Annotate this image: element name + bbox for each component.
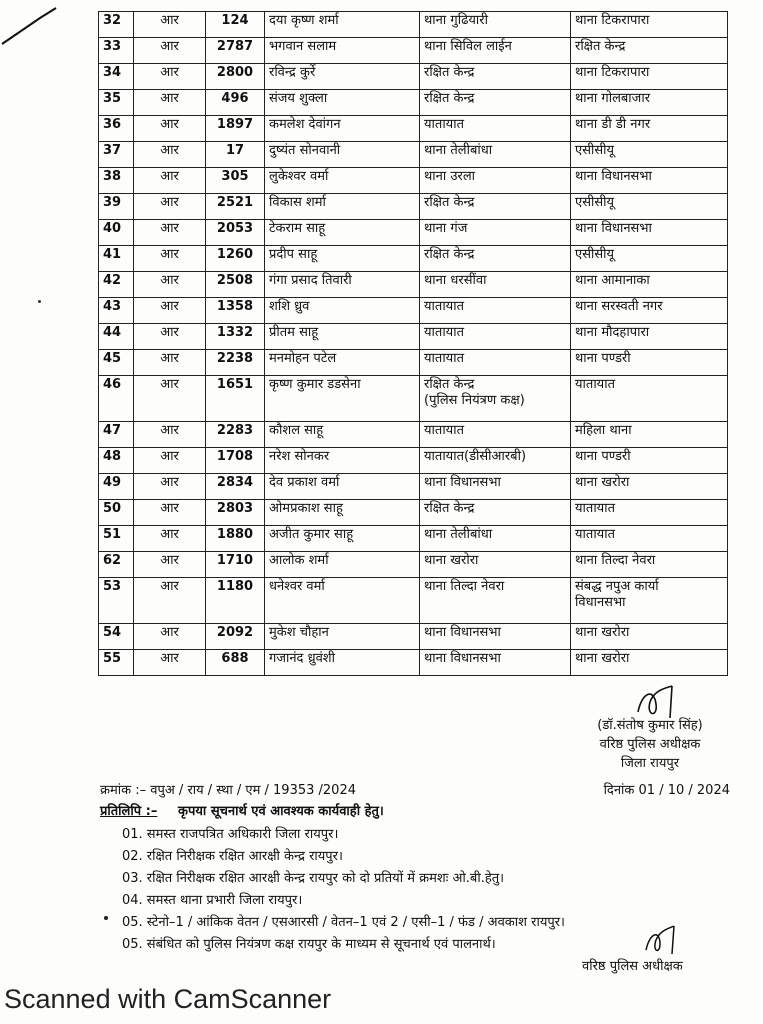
reference-number: क्रमांक :– वपुअ / राय / स्था / एम / 19353 /2024 bbox=[100, 783, 356, 798]
signatory-designation: वरिष्ठ पुलिस अधीक्षक bbox=[599, 737, 701, 752]
employee-name-cell: धनेश्वर वर्मा bbox=[265, 578, 420, 624]
serial-number-cell: 42 bbox=[99, 272, 134, 298]
badge-number-cell: 305 bbox=[206, 168, 265, 194]
table-row bbox=[99, 64, 728, 90]
table-row bbox=[99, 526, 728, 552]
badge-number-cell: 496 bbox=[206, 90, 265, 116]
badge-number-cell: 1180 bbox=[206, 578, 265, 624]
rank-cell: आर bbox=[134, 272, 206, 298]
table-row bbox=[99, 12, 728, 38]
from-posting-cell: यातायात bbox=[420, 116, 571, 142]
employee-name-cell: भगवान सलाम bbox=[265, 38, 420, 64]
serial-number-cell: 50 bbox=[99, 500, 134, 526]
serial-number-cell: 44 bbox=[99, 324, 134, 350]
to-posting-cell: थाना मौदहापारा bbox=[571, 324, 728, 350]
table-row bbox=[99, 324, 728, 350]
rank-cell: आर bbox=[134, 324, 206, 350]
serial-number-cell: 53 bbox=[99, 578, 134, 624]
badge-number-cell: 2800 bbox=[206, 64, 265, 90]
copy-recipient-item: 05. संबंधित को पुलिस नियंत्रण कक्ष रायपुर के माध्यम से सूचनार्थ एवं पालनार्थ। bbox=[122, 937, 496, 952]
table-row bbox=[99, 448, 728, 474]
rank-cell: आर bbox=[134, 64, 206, 90]
badge-number-cell: 1880 bbox=[206, 526, 265, 552]
to-posting-cell: थाना विधानसभा bbox=[571, 220, 728, 246]
rank-cell: आर bbox=[134, 526, 206, 552]
to-posting-cell: थाना डी डी नगर bbox=[571, 116, 728, 142]
copy-text: कृपया सूचनार्थ एवं आवश्यक कार्यवाही हेतु। bbox=[178, 804, 384, 819]
serial-number-cell: 51 bbox=[99, 526, 134, 552]
employee-name-cell: लुकेश्वर वर्मा bbox=[265, 168, 420, 194]
rank-cell: आर bbox=[134, 552, 206, 578]
table-row bbox=[99, 90, 728, 116]
table-row bbox=[99, 38, 728, 64]
rank-cell: आर bbox=[134, 500, 206, 526]
rank-cell: आर bbox=[134, 220, 206, 246]
table-row bbox=[99, 578, 728, 624]
reference-line bbox=[100, 780, 730, 798]
rank-cell: आर bbox=[134, 350, 206, 376]
table-row bbox=[99, 220, 728, 246]
to-posting-cell: थाना सरस्वती नगर bbox=[571, 298, 728, 324]
copy-recipients-list bbox=[122, 824, 565, 956]
transfer-table bbox=[98, 11, 728, 676]
rank-cell: आर bbox=[134, 650, 206, 676]
badge-number-cell: 1332 bbox=[206, 324, 265, 350]
badge-number-cell: 1897 bbox=[206, 116, 265, 142]
from-posting-cell: थाना विधानसभा bbox=[420, 624, 571, 650]
reference-date: दिनांक 01 / 10 / 2024 bbox=[603, 783, 730, 798]
employee-name-cell: कृष्ण कुमार डडसेना bbox=[265, 376, 420, 422]
serial-number-cell: 54 bbox=[99, 624, 134, 650]
to-posting-cell: थाना खरोरा bbox=[571, 624, 728, 650]
from-posting-cell: थाना विधानसभा bbox=[420, 650, 571, 676]
employee-name-cell: अजीत कुमार साहू bbox=[265, 526, 420, 552]
rank-cell: आर bbox=[134, 448, 206, 474]
employee-name-cell: ओमप्रकाश साहू bbox=[265, 500, 420, 526]
table-row bbox=[99, 552, 728, 578]
scan-speck bbox=[104, 916, 108, 920]
rank-cell: आर bbox=[134, 38, 206, 64]
serial-number-cell: 45 bbox=[99, 350, 134, 376]
from-posting-cell: थाना सिविल लाईन bbox=[420, 38, 571, 64]
badge-number-cell: 2787 bbox=[206, 38, 265, 64]
scanner-watermark: Scanned with CamScanner bbox=[4, 984, 332, 1014]
rank-cell: आर bbox=[134, 116, 206, 142]
serial-number-cell: 37 bbox=[99, 142, 134, 168]
employee-name-cell: रविन्द्र कुर्रे bbox=[265, 64, 420, 90]
serial-number-cell: 41 bbox=[99, 246, 134, 272]
badge-number-cell: 2521 bbox=[206, 194, 265, 220]
rank-cell: आर bbox=[134, 90, 206, 116]
badge-number-cell: 2283 bbox=[206, 422, 265, 448]
from-posting-cell: यातायात bbox=[420, 350, 571, 376]
rank-cell: आर bbox=[134, 298, 206, 324]
rank-cell: आर bbox=[134, 12, 206, 38]
employee-name-cell: गजानंद ध्रुवंशी bbox=[265, 650, 420, 676]
to-posting-cell: रक्षित केन्द्र bbox=[571, 38, 728, 64]
badge-number-cell: 2834 bbox=[206, 474, 265, 500]
to-posting-cell: थाना खरोरा bbox=[571, 474, 728, 500]
copy-recipient-item: 04. समस्त थाना प्रभारी जिला रायपुर। bbox=[122, 893, 303, 908]
serial-number-cell: 40 bbox=[99, 220, 134, 246]
employee-name-cell: दुष्यंत सोनवानी bbox=[265, 142, 420, 168]
serial-number-cell: 32 bbox=[99, 12, 134, 38]
table-row bbox=[99, 376, 728, 422]
serial-number-cell: 55 bbox=[99, 650, 134, 676]
employee-name-cell: कमलेश देवांगन bbox=[265, 116, 420, 142]
table-row bbox=[99, 116, 728, 142]
badge-number-cell: 1651 bbox=[206, 376, 265, 422]
table-row bbox=[99, 650, 728, 676]
employee-name-cell: संजय शुक्ला bbox=[265, 90, 420, 116]
from-posting-cell: थाना तेलीबांधा bbox=[420, 142, 571, 168]
badge-number-cell: 124 bbox=[206, 12, 265, 38]
from-posting-cell: यातायात bbox=[420, 298, 571, 324]
rank-cell: आर bbox=[134, 578, 206, 624]
from-posting-cell: रक्षित केन्द्र bbox=[420, 246, 571, 272]
table-row bbox=[99, 474, 728, 500]
from-posting-cell: थाना गुढियारी bbox=[420, 12, 571, 38]
serial-number-cell: 43 bbox=[99, 298, 134, 324]
from-posting-cell: यातायात bbox=[420, 324, 571, 350]
employee-name-cell: मनमोहन पटेल bbox=[265, 350, 420, 376]
employee-name-cell: प्रदीप साहू bbox=[265, 246, 420, 272]
table-row bbox=[99, 350, 728, 376]
to-posting-cell: संबद्ध नपुअ कार्या विधानसभा bbox=[571, 578, 728, 624]
employee-name-cell: विकास शर्मा bbox=[265, 194, 420, 220]
badge-number-cell: 1260 bbox=[206, 246, 265, 272]
to-posting-cell: थाना पण्डरी bbox=[571, 350, 728, 376]
serial-number-cell: 46 bbox=[99, 376, 134, 422]
to-posting-cell: एसीसीयू bbox=[571, 194, 728, 220]
from-posting-cell: थाना विधानसभा bbox=[420, 474, 571, 500]
copy-recipient-item: 05. स्टेनो–1 / आंकिक वेतन / एसआरसी / वेतन–1 एवं 2 / एसी–1 / फंड / अवकाश रायपुर। bbox=[122, 915, 565, 930]
to-posting-cell: महिला थाना bbox=[571, 422, 728, 448]
employee-name-cell: दया कृष्ण शर्मा bbox=[265, 12, 420, 38]
to-posting-cell: एसीसीयू bbox=[571, 142, 728, 168]
table-row bbox=[99, 246, 728, 272]
copy-recipient-item: 01. समस्त राजपत्रित अधिकारी जिला रायपुर। bbox=[122, 827, 339, 842]
from-posting-cell: रक्षित केन्द्र bbox=[420, 64, 571, 90]
employee-name-cell: नरेश सोनकर bbox=[265, 448, 420, 474]
to-posting-cell: थाना टिकरापारा bbox=[571, 64, 728, 90]
to-posting-cell: एसीसीयू bbox=[571, 246, 728, 272]
badge-number-cell: 2803 bbox=[206, 500, 265, 526]
serial-number-cell: 35 bbox=[99, 90, 134, 116]
serial-number-cell: 33 bbox=[99, 38, 134, 64]
from-posting-cell: थाना गंज bbox=[420, 220, 571, 246]
from-posting-cell: रक्षित केन्द्र bbox=[420, 194, 571, 220]
from-posting-cell: थाना तिल्दा नेवरा bbox=[420, 578, 571, 624]
table-row bbox=[99, 272, 728, 298]
from-posting-cell: थाना खरोरा bbox=[420, 552, 571, 578]
table-row bbox=[99, 298, 728, 324]
badge-number-cell: 1358 bbox=[206, 298, 265, 324]
table-row bbox=[99, 142, 728, 168]
badge-number-cell: 1708 bbox=[206, 448, 265, 474]
to-posting-cell: थाना विधानसभा bbox=[571, 168, 728, 194]
employee-name-cell: आलोक शर्मा bbox=[265, 552, 420, 578]
copy-label: प्रतिलिपि :– bbox=[100, 804, 158, 819]
copy-recipient-item: 02. रक्षित निरीक्षक रक्षित आरक्षी केन्द्र रायपुर। bbox=[122, 849, 343, 864]
from-posting-cell: थाना उरला bbox=[420, 168, 571, 194]
table-row bbox=[99, 194, 728, 220]
rank-cell: आर bbox=[134, 474, 206, 500]
from-posting-cell: यातायात(डीसीआरबी) bbox=[420, 448, 571, 474]
rank-cell: आर bbox=[134, 422, 206, 448]
employee-name-cell: कौशल साहू bbox=[265, 422, 420, 448]
to-posting-cell: यातायात bbox=[571, 376, 728, 422]
rank-cell: आर bbox=[134, 194, 206, 220]
from-posting-cell: रक्षित केन्द्र bbox=[420, 90, 571, 116]
to-posting-cell: थाना आमानाका bbox=[571, 272, 728, 298]
to-posting-cell: यातायात bbox=[571, 500, 728, 526]
from-posting-cell: थाना धरसींवा bbox=[420, 272, 571, 298]
serial-number-cell: 34 bbox=[99, 64, 134, 90]
employee-name-cell: मुकेश चौहान bbox=[265, 624, 420, 650]
rank-cell: आर bbox=[134, 168, 206, 194]
badge-number-cell: 688 bbox=[206, 650, 265, 676]
copy-heading bbox=[100, 801, 384, 819]
employee-name-cell: टेकराम साहू bbox=[265, 220, 420, 246]
signatory-district: जिला रायपुर bbox=[620, 756, 680, 771]
from-posting-cell: थाना तेलीबांधा bbox=[420, 526, 571, 552]
badge-number-cell: 2238 bbox=[206, 350, 265, 376]
table-row bbox=[99, 168, 728, 194]
table-row bbox=[99, 422, 728, 448]
pen-stroke-mark bbox=[0, 0, 60, 50]
employee-name-cell: प्रीतम साहू bbox=[265, 324, 420, 350]
to-posting-cell: थाना पण्डरी bbox=[571, 448, 728, 474]
signatory-name: (डॉ.संतोष कुमार सिंह) bbox=[597, 718, 703, 733]
rank-cell: आर bbox=[134, 624, 206, 650]
serial-number-cell: 36 bbox=[99, 116, 134, 142]
badge-number-cell: 1710 bbox=[206, 552, 265, 578]
employee-name-cell: शशि ध्रुव bbox=[265, 298, 420, 324]
to-posting-cell: थाना तिल्दा नेवरा bbox=[571, 552, 728, 578]
to-posting-cell: यातायात bbox=[571, 526, 728, 552]
serial-number-cell: 49 bbox=[99, 474, 134, 500]
to-posting-cell: थाना खरोरा bbox=[571, 650, 728, 676]
scan-speck bbox=[38, 300, 41, 303]
from-posting-cell: यातायात bbox=[420, 422, 571, 448]
serial-number-cell: 48 bbox=[99, 448, 134, 474]
table-row bbox=[99, 624, 728, 650]
signature-mark bbox=[642, 922, 690, 958]
badge-number-cell: 2508 bbox=[206, 272, 265, 298]
from-posting-cell: रक्षित केन्द्र bbox=[420, 500, 571, 526]
employee-name-cell: गंगा प्रसाद तिवारी bbox=[265, 272, 420, 298]
serial-number-cell: 38 bbox=[99, 168, 134, 194]
employee-name-cell: देव प्रकाश वर्मा bbox=[265, 474, 420, 500]
copy-recipient-item: 03. रक्षित निरीक्षक रक्षित आरक्षी केन्द्र रायपुर को दो प्रतियों में क्रमशः ओ.बी.हेतु। bbox=[122, 871, 505, 886]
badge-number-cell: 2092 bbox=[206, 624, 265, 650]
footer-designation: वरिष्ठ पुलिस अधीक्षक bbox=[582, 959, 683, 974]
rank-cell: आर bbox=[134, 376, 206, 422]
serial-number-cell: 47 bbox=[99, 422, 134, 448]
badge-number-cell: 2053 bbox=[206, 220, 265, 246]
rank-cell: आर bbox=[134, 246, 206, 272]
serial-number-cell: 39 bbox=[99, 194, 134, 220]
to-posting-cell: थाना टिकरापारा bbox=[571, 12, 728, 38]
table-row bbox=[99, 500, 728, 526]
rank-cell: आर bbox=[134, 142, 206, 168]
to-posting-cell: थाना गोलबाजार bbox=[571, 90, 728, 116]
transfer-table-body bbox=[99, 12, 728, 676]
from-posting-cell: रक्षित केन्द्र (पुलिस नियंत्रण कक्ष) bbox=[420, 376, 571, 422]
serial-number-cell: 62 bbox=[99, 552, 134, 578]
signatory-block bbox=[560, 716, 740, 773]
badge-number-cell: 17 bbox=[206, 142, 265, 168]
